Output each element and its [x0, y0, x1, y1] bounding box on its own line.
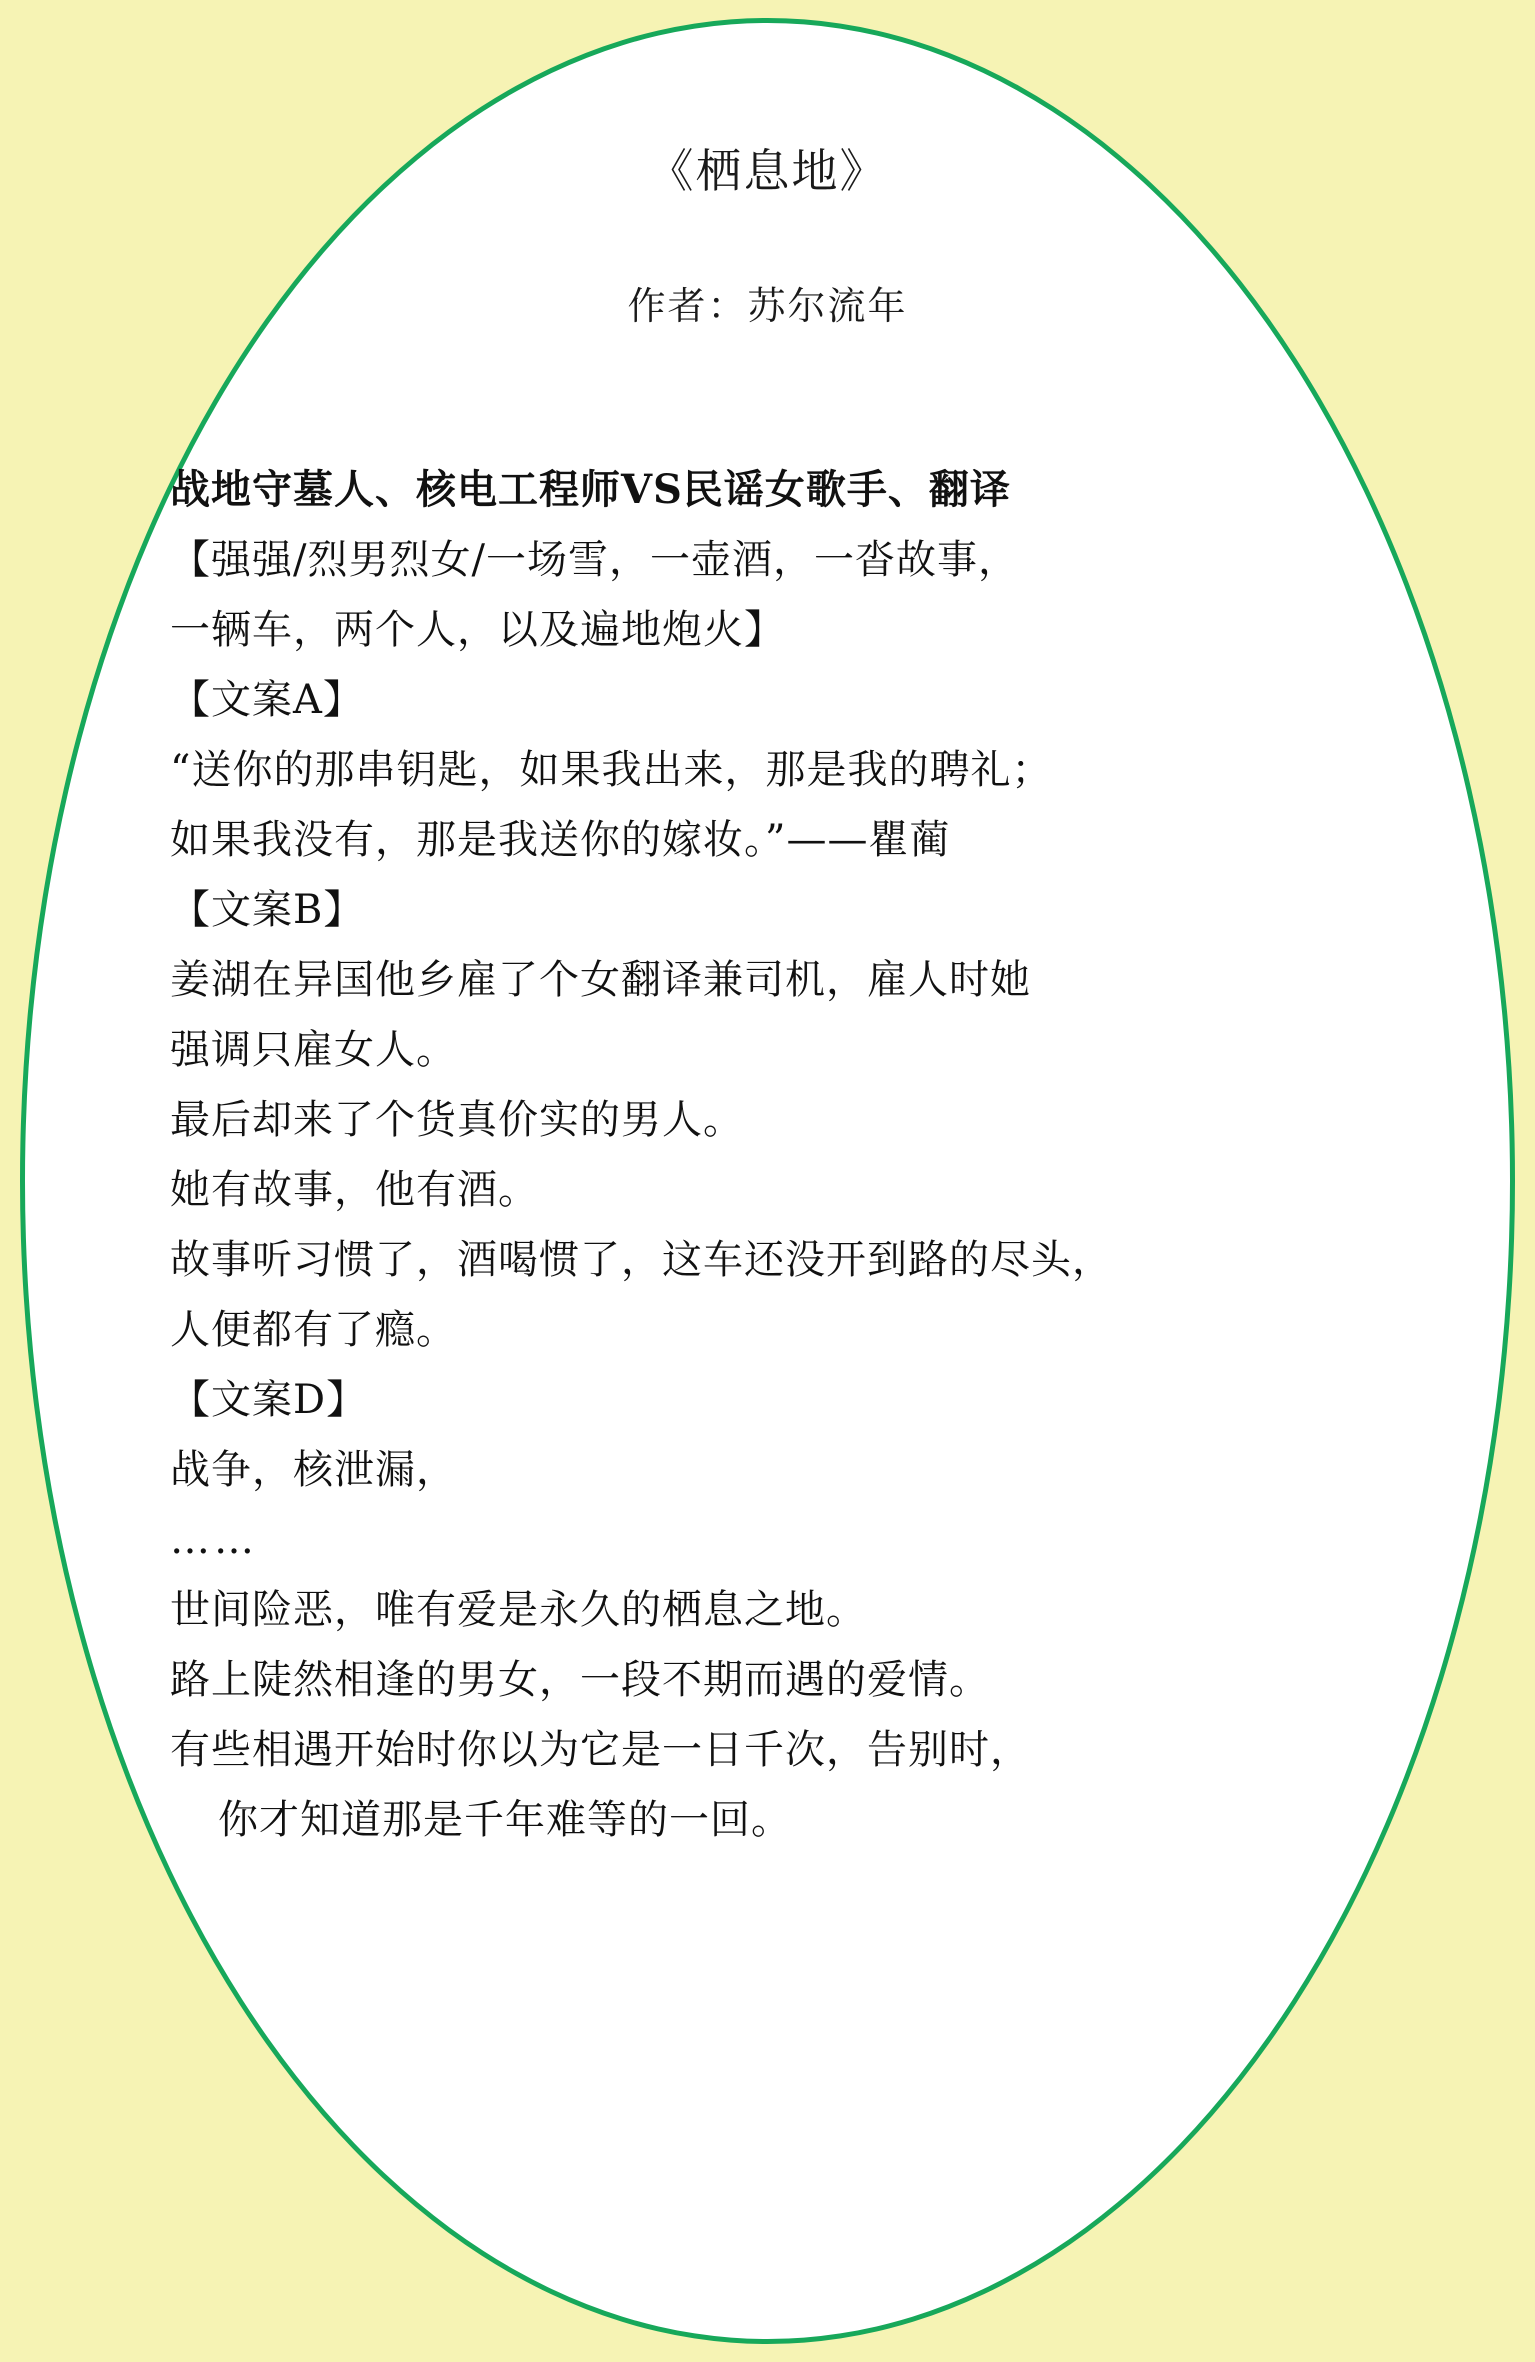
- text-line: 如果我没有，那是我送你的嫁妆。”——瞿蔺: [170, 817, 951, 863]
- text-line: 【文案B】: [170, 887, 365, 933]
- text-line: 世间险恶，唯有爱是永久的栖息之地。: [170, 1587, 867, 1633]
- text-line: 【文案D】: [170, 1377, 368, 1423]
- text-line: “送你的那串钥匙，如果我出来，那是我的聘礼；: [170, 747, 1053, 793]
- text-line: 一辆车，两个人，以及遍地炮火】: [170, 607, 785, 653]
- text-line: 路上陡然相逢的男女，一段不期而遇的爱情。: [170, 1657, 990, 1703]
- text-line: 你才知道那是千年难等的一回。: [218, 1797, 792, 1843]
- page-title: 《栖息地》: [647, 144, 888, 198]
- text-line: 人便都有了瘾。: [170, 1307, 457, 1353]
- text-line: 战争，核泄漏，: [170, 1447, 457, 1493]
- text-line: 她有故事，他有酒。: [170, 1167, 539, 1213]
- author-line: 作者：苏尔流年: [627, 284, 908, 328]
- text-line: 【强强/烈男烈女/一场雪，一壶酒，一沓故事，: [170, 537, 1019, 583]
- text-line: 最后却来了个货真价实的男人。: [170, 1097, 744, 1143]
- synopsis-body: [170, 455, 1385, 1855]
- text-line: 【文案A】: [170, 677, 364, 723]
- text-line-ellipsis: ……: [170, 1517, 258, 1563]
- text-line: 有些相遇开始时你以为它是一日千次，告别时，: [170, 1727, 1031, 1773]
- text-line: 战地守墓人、核电工程师VS民谣女歌手、翻译: [170, 466, 1011, 513]
- text-line: 姜湖在异国他乡雇了个女翻译兼司机，雇人时她: [170, 957, 1031, 1003]
- text-line: 故事听习惯了，酒喝惯了，这车还没开到路的尽头，: [170, 1237, 1113, 1283]
- text-line: 强调只雇女人。: [170, 1027, 457, 1073]
